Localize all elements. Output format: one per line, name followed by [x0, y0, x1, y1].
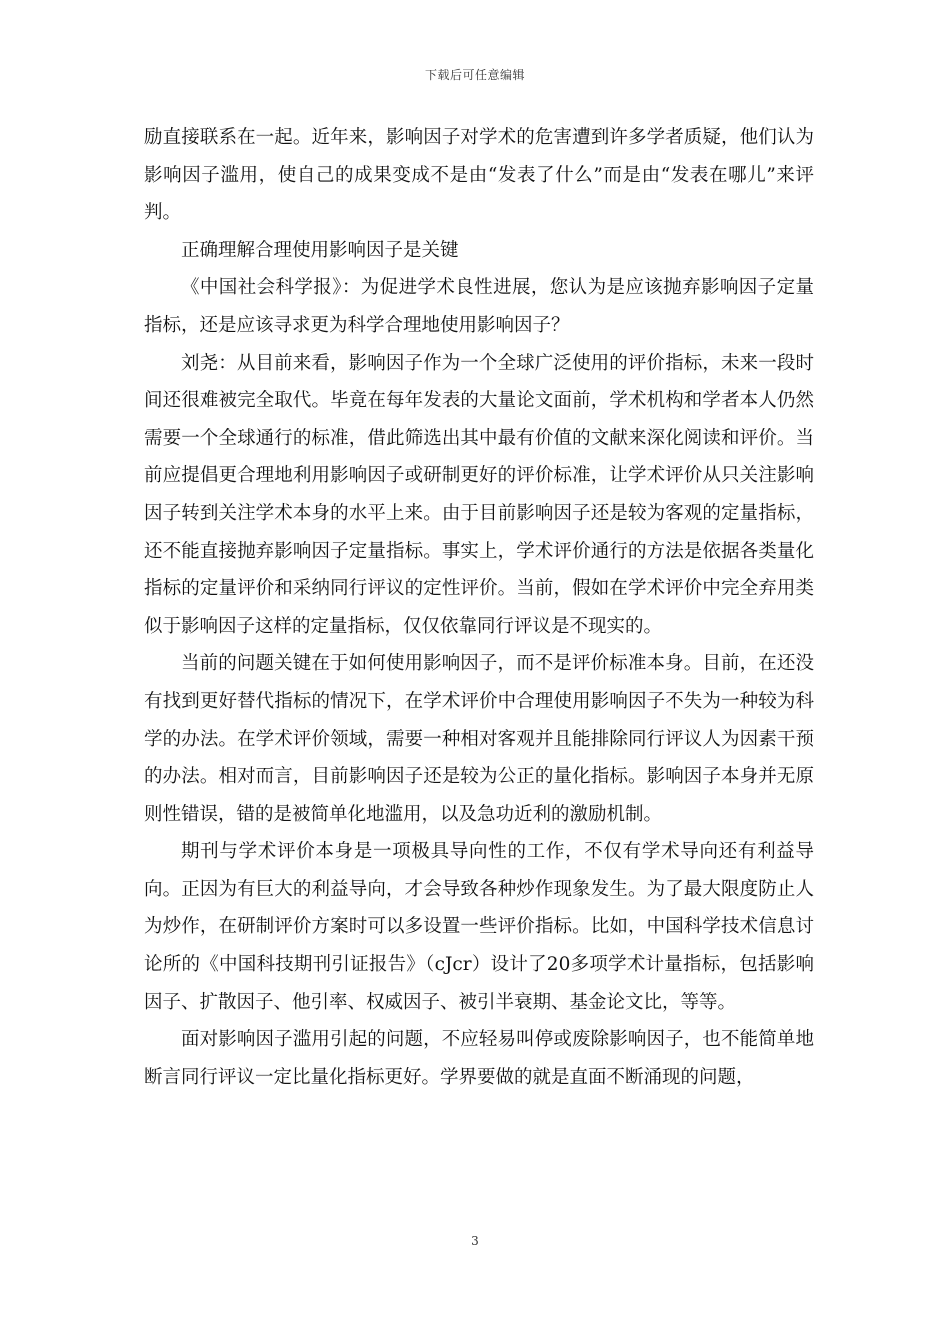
paragraph: 当前的问题关键在于如何使用影响因子，而不是评价标准本身。目前，在还没有找到更好替代指标的情况下，在学术评价中合理使用影响因子不失为一种较为科学的办法。在学术评价领域，需要一种相对客观并且能排除同行评议人为因素干预的办法。相对而言，目前影响因子还是较为公正的量化指标。影响因子本身并无原则性错误，错的是被简单化地滥用，以及急功近利的激励机制。	[144, 653, 814, 825]
page-number: 3	[471, 1234, 479, 1248]
paragraph: 励直接联系在一起。近年来，影响因子对学术的危害遭到许多学者质疑，他们认为影响因子滥用，使自己的成果变成不是由“发表了什么”而是由“发表在哪儿”来评判。	[144, 127, 814, 224]
paragraph: 《中国社会科学报》：为促进学术良性进展，您认为是应该抛弃影响因子定量指标，还是应该寻求更为科学合理地使用影响因子？	[144, 277, 814, 336]
paragraph: 面对影响因子滥用引起的问题，不应轻易叫停或废除影响因子，也不能简单地断言同行评议一定比量化指标更好。学界要做的就是直面不断涌现的问题，	[144, 1029, 814, 1088]
section-heading: 正确理解合理使用影响因子是关键	[181, 239, 459, 261]
paragraph: 期刊与学术评价本身是一项极具导向性的工作，不仅有学术导向还有利益导向。正因为有巨大的利益导向，才会导致各种炒作现象发生。为了最大限度防止人为炒作，在研制评价方案时可以多设置一些评价指标。比如，中国科学技术信息讨论所的《中国科技期刊引证报告》（cJcr）设计了20多项学术计量指标，包括影响因子、扩散因子、他引率、权威因子、被引半衰期、基金论文比，等等。	[144, 841, 814, 1013]
page-header-note: 下载后可任意编辑	[424, 68, 525, 82]
paragraph: 刘尧：从目前来看，影响因子作为一个全球广泛使用的评价指标，未来一段时间还很难被完全取代。毕竟在每年发表的大量论文面前，学术机构和学者本人仍然需要一个全球通行的标准，借此筛选出其中最有价值的文献来深化阅读和评价。当前应提倡更合理地利用影响因子或研制更好的评价标准，让学术评价从只关注影响因子转到关注学术本身的水平上来。由于目前影响因子还是较为客观的定量指标，还不能直接抛弃影响因子定量指标。事实上，学术评价通行的方法是依据各类量化指标的定量评价和采纳同行评议的定性评价。当前，假如在学术评价中完全弃用类似于影响因子这样的定量指标，仅仅依靠同行评议是不现实的。	[144, 352, 814, 637]
body-text	[144, 119, 814, 1096]
